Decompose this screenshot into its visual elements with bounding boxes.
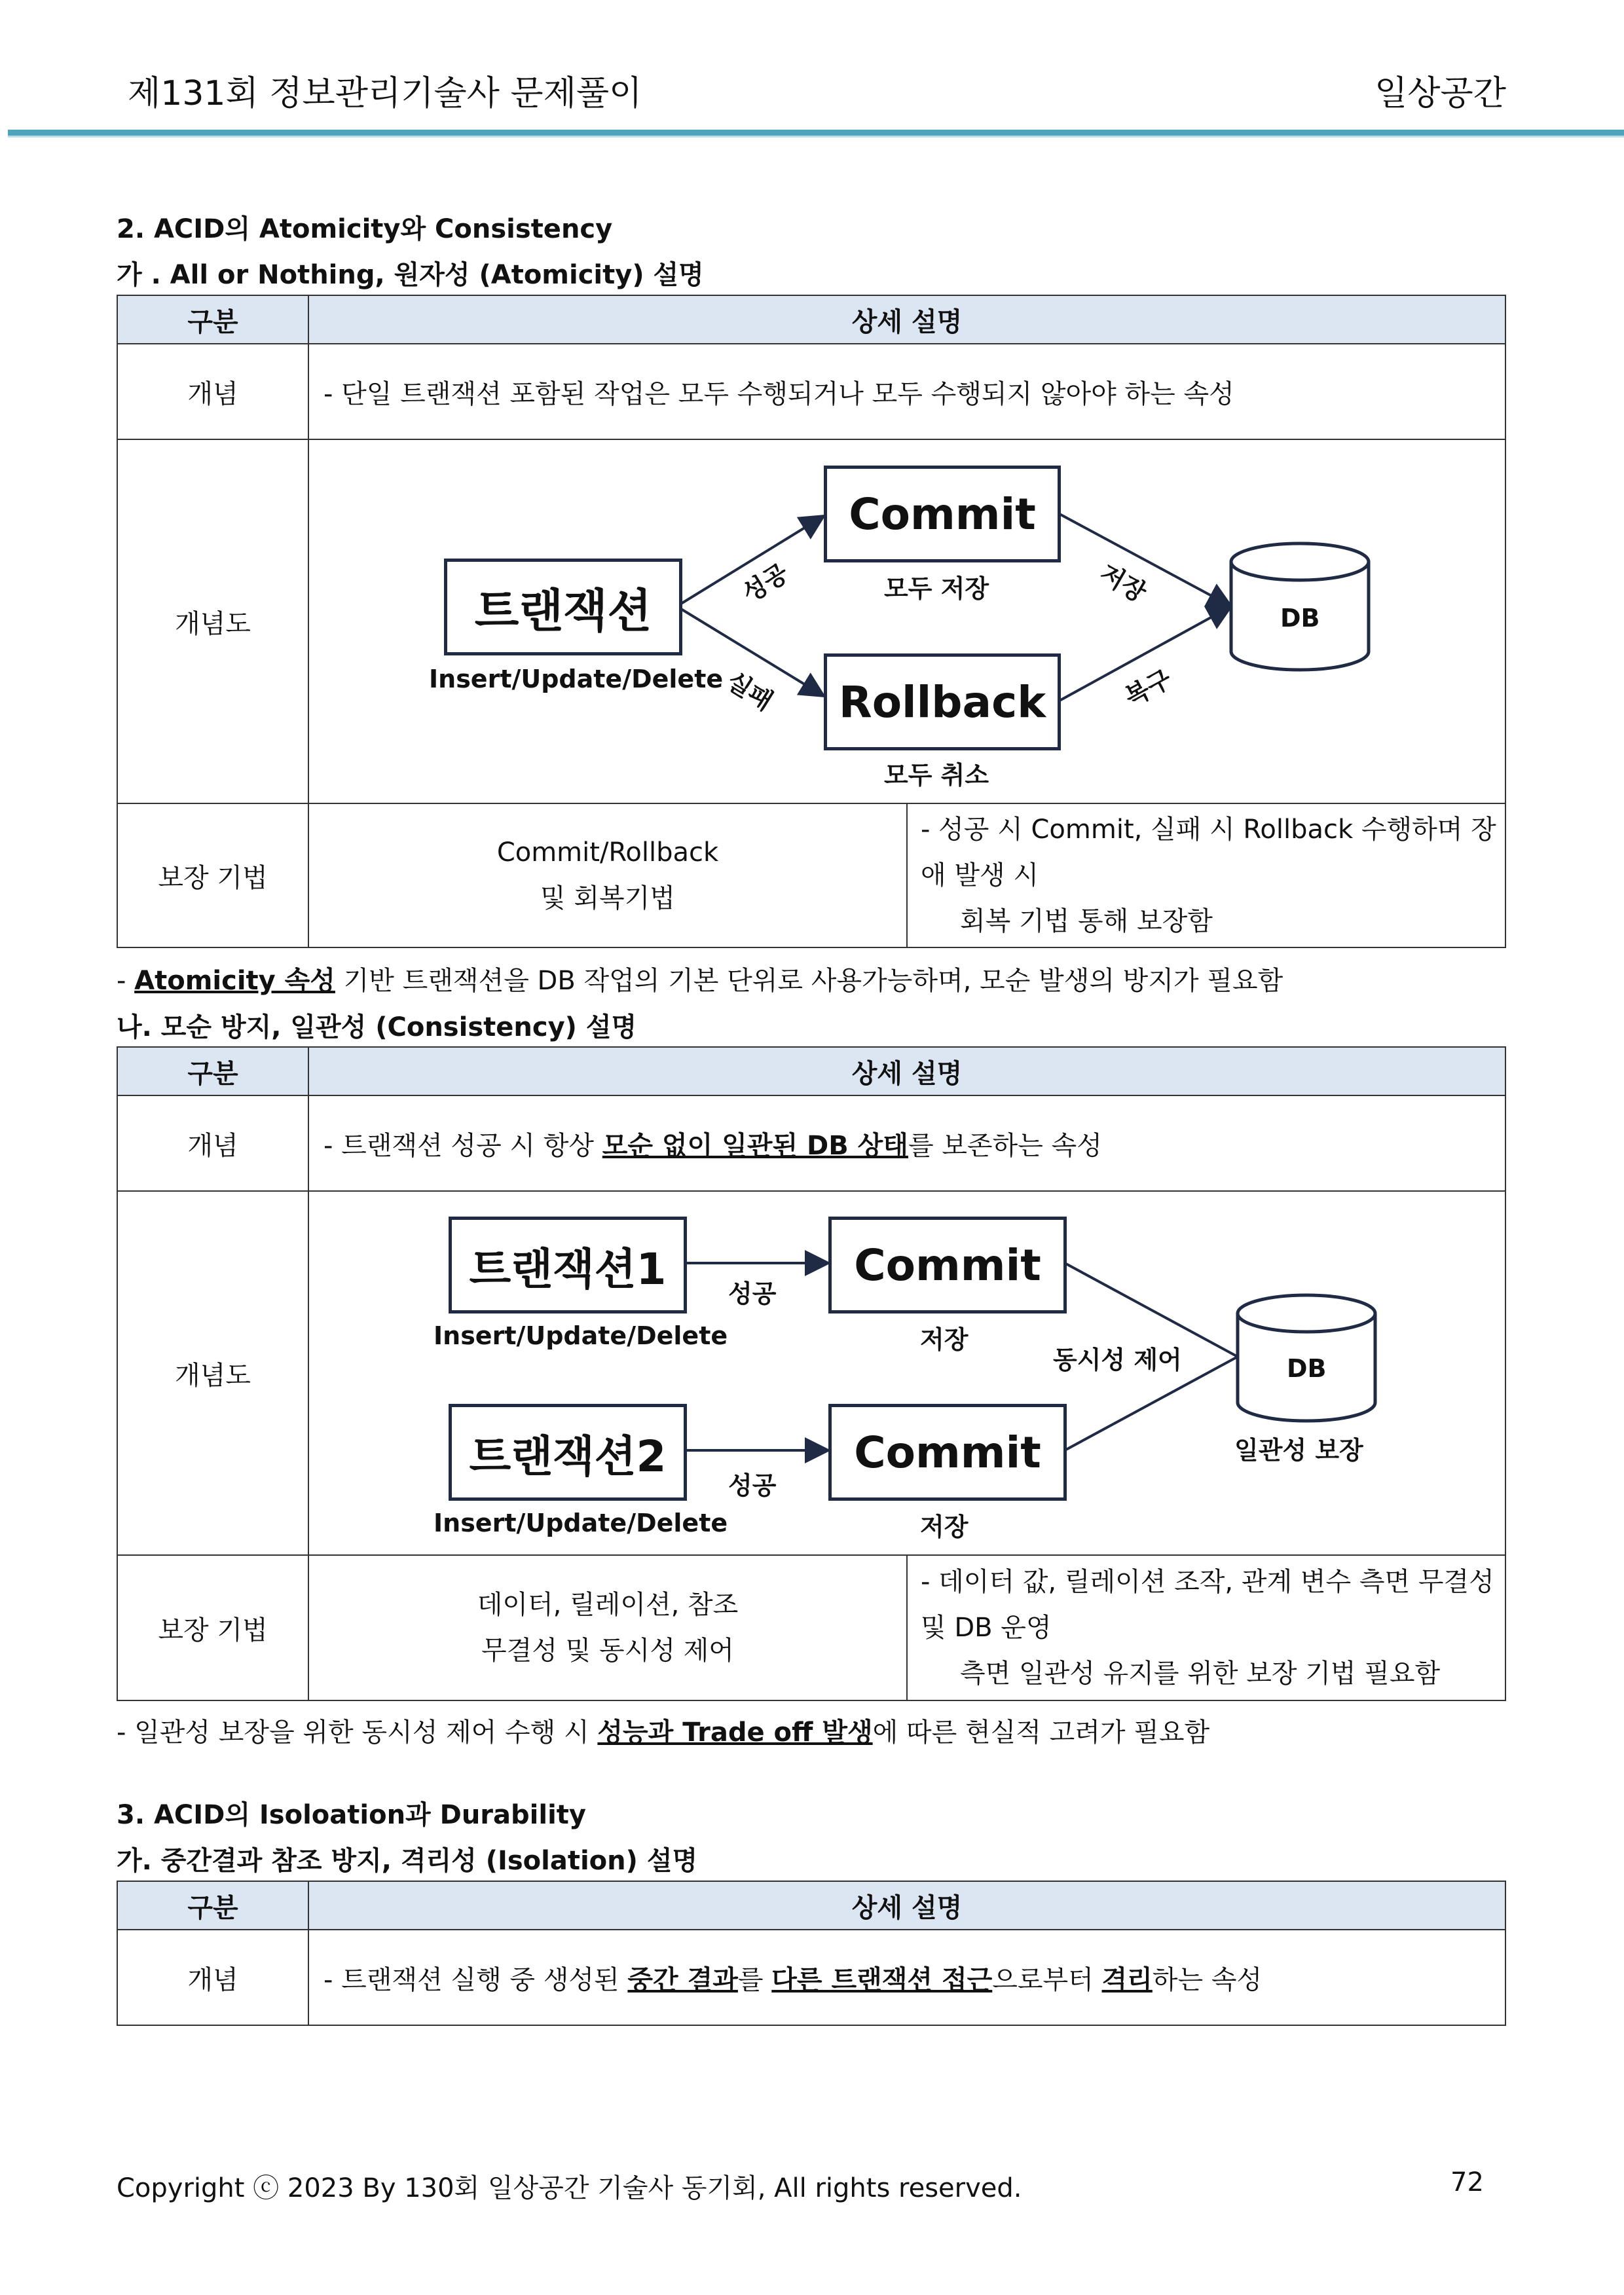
transaction1-box: 트랜잭션1 <box>449 1217 687 1313</box>
guarantee-desc: - 데이터 값, 릴레이션 조작, 관계 변수 측면 무결성 및 DB 운영 측면 일관성 유지를 위한 보장 기법 필요함 <box>907 1555 1505 1700</box>
isolation-table <box>117 1881 1506 2026</box>
col-header: 구분 <box>117 295 308 344</box>
row-label: 개념도 <box>117 1191 308 1555</box>
header-title: 제131회 정보관리기술사 문제풀이 <box>128 74 642 113</box>
col-header: 상세 설명 <box>308 1047 1505 1095</box>
row-label: 보장 기법 <box>117 1555 308 1700</box>
db-label: DB <box>1287 1354 1327 1383</box>
rollback-box: Rollback <box>824 653 1061 750</box>
guarantee-method: Commit/Rollback 및 회복기법 <box>308 803 907 947</box>
db-label: DB <box>1280 604 1320 633</box>
footer-copyright: Copyright ⓒ 2023 By 130회 일상공간 기술사 동기회, All rights reserved. <box>117 2173 1022 2203</box>
subsection-heading: 가. 중간결과 참조 방지, 격리성 (Isolation) 설명 <box>117 1846 698 1876</box>
col-header: 구분 <box>117 1881 308 1930</box>
page-number: 72 <box>1450 2167 1484 2197</box>
consistency-note: - 일관성 보장을 위한 동시성 제어 수행 시 성능과 Trade off 발생에 따른 현실적 고려가 필요함 <box>117 1717 1210 1748</box>
ops-label: Insert/Update/Delete <box>429 665 724 693</box>
save-label: 저장 <box>920 1325 969 1354</box>
col-header: 상세 설명 <box>308 295 1505 344</box>
fail-label: 실패 <box>722 666 778 716</box>
guarantee-desc: - 성공 시 Commit, 실패 시 Rollback 수행하며 장애 발생 시 회복 기법 통해 보장함 <box>907 803 1505 947</box>
rollback-note: 모두 취소 <box>884 761 989 790</box>
row-label: 개념 <box>117 344 308 439</box>
save-label: 저장 <box>1095 559 1151 608</box>
header-brand: 일상공간 <box>1375 74 1506 113</box>
concept-text: - 단일 트랜잭션 포함된 작업은 모두 수행되거나 모두 수행되지 않아야 하는 속성 <box>308 344 1505 439</box>
success-label: 성공 <box>737 558 794 608</box>
subsection-heading: 나. 모순 방지, 일관성 (Consistency) 설명 <box>117 1012 637 1042</box>
col-header: 상세 설명 <box>308 1881 1505 1930</box>
ops-label: Insert/Update/Delete <box>434 1509 728 1537</box>
subsection-heading: 가 . All or Nothing, 원자성 (Atomicity) 설명 <box>117 260 704 290</box>
section-heading: 2. ACID의 Atomicity와 Consistency <box>117 214 613 244</box>
transaction-box: 트랜잭션 <box>444 559 682 655</box>
consistency-guarantee-label: 일관성 보장 <box>1234 1436 1363 1465</box>
recover-label: 복구 <box>1120 663 1177 712</box>
row-label: 개념 <box>117 1095 308 1191</box>
commit-box: Commit <box>828 1217 1067 1313</box>
col-header: 구분 <box>117 1047 308 1095</box>
save-label: 저장 <box>920 1513 969 1541</box>
success-label: 성공 <box>728 1471 777 1500</box>
commit-box: Commit <box>828 1404 1067 1501</box>
commit-note: 모두 저장 <box>884 574 989 603</box>
transaction2-box: 트랜잭션2 <box>449 1404 687 1501</box>
concurrency-label: 동시성 제어 <box>1053 1346 1182 1374</box>
row-label: 개념도 <box>117 439 308 803</box>
section-heading: 3. ACID의 Isoloation과 Durability <box>117 1800 586 1830</box>
row-label: 개념 <box>117 1930 308 2025</box>
success-label: 성공 <box>728 1279 777 1308</box>
guarantee-method: 데이터, 릴레이션, 참조 무결성 및 동시성 제어 <box>308 1555 907 1700</box>
atomicity-note: - Atomicity 속성 기반 트랜잭션을 DB 작업의 기본 단위로 사용가능하며, 모순 발생의 방지가 필요함 <box>117 966 1283 996</box>
concept-text: - 트랜잭션 성공 시 항상 모순 없이 일관된 DB 상태를 보존하는 속성 <box>308 1095 1505 1191</box>
row-label: 보장 기법 <box>117 803 308 947</box>
ops-label: Insert/Update/Delete <box>434 1321 728 1350</box>
commit-box: Commit <box>824 466 1061 562</box>
concept-text: - 트랜잭션 실행 중 생성된 중간 결과를 다른 트랜잭션 접근으로부터 격리하는 속성 <box>308 1930 1505 2025</box>
